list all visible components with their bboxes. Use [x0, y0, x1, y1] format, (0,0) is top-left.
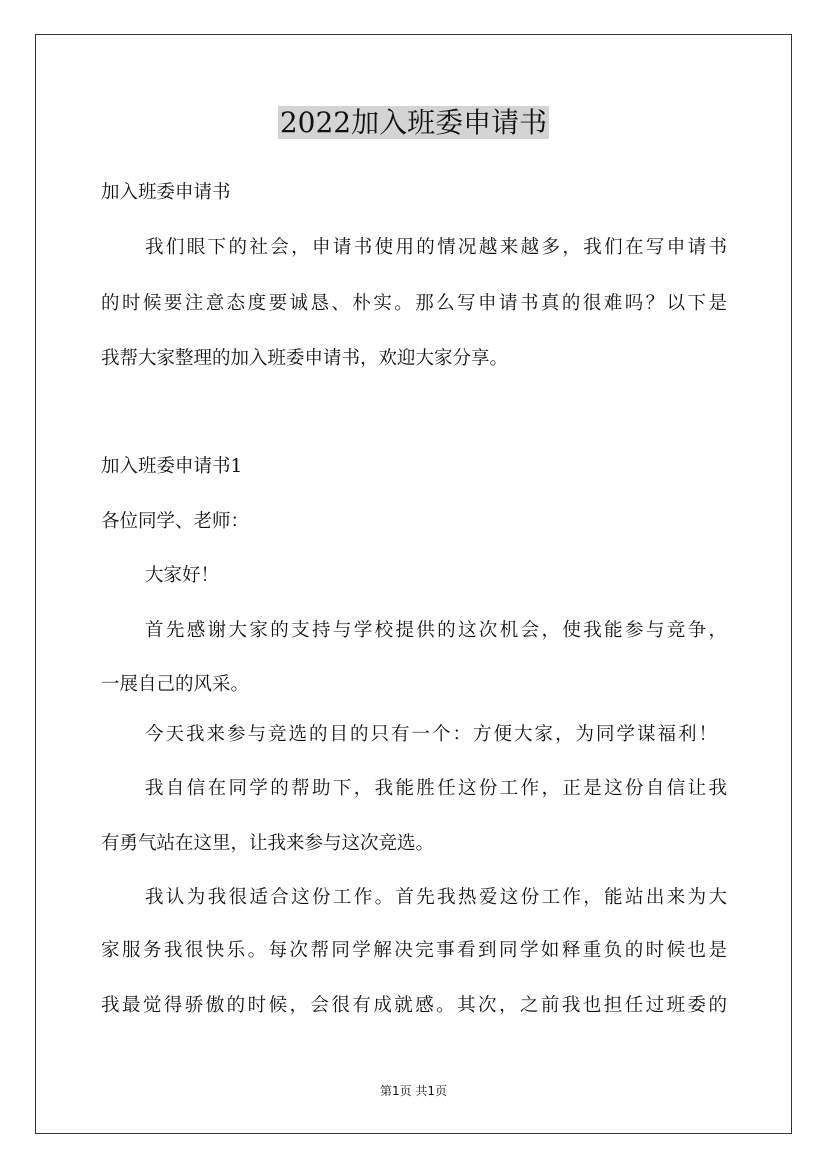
paragraph-line: 有勇气站在这里，让我来参与这次竞选。: [101, 833, 435, 854]
paragraph-line: 一展自己的风采。: [101, 674, 250, 695]
paragraph-line: 我最觉得骄傲的时候，会很有成就感。其次，之前我也担任过班委的: [101, 995, 727, 1016]
document-title: [0, 103, 827, 143]
paragraph-line: 我自信在同学的帮助下，我能胜任这份工作，正是这份自信让我: [145, 778, 727, 799]
greeting-line: 大家好！: [145, 565, 220, 586]
title-text: 2022加入班委申请书: [279, 106, 548, 139]
salutation-line: 各位同学、老师：: [101, 511, 250, 532]
paragraph-line: 我们眼下的社会，申请书使用的情况越来越多，我们在写申请书: [145, 237, 727, 258]
paragraph-line: 家服务我很快乐。每次帮同学解决完事看到同学如释重负的时候也是: [101, 940, 727, 961]
page-number-footer: 第1页 共1页: [379, 1084, 448, 1098]
paragraph-line: 首先感谢大家的支持与学校提供的这次机会，使我能参与竞争，: [145, 620, 727, 641]
paragraph-line: 我认为我很适合这份工作。首先我热爱这份工作，能站出来为大: [145, 887, 727, 908]
subtitle-line: 加入班委申请书: [101, 182, 231, 203]
paragraph-line: 的时候要注意态度要诚恳、朴实。那么写申请书真的很难吗？以下是: [101, 293, 727, 314]
paragraph-line: 今天我来参与竞选的目的只有一个：方便大家，为同学谋福利！: [145, 724, 717, 745]
paragraph-line: 我帮大家整理的加入班委申请书，欢迎大家分享。: [101, 348, 509, 369]
section-heading: 加入班委申请书1: [101, 456, 243, 477]
